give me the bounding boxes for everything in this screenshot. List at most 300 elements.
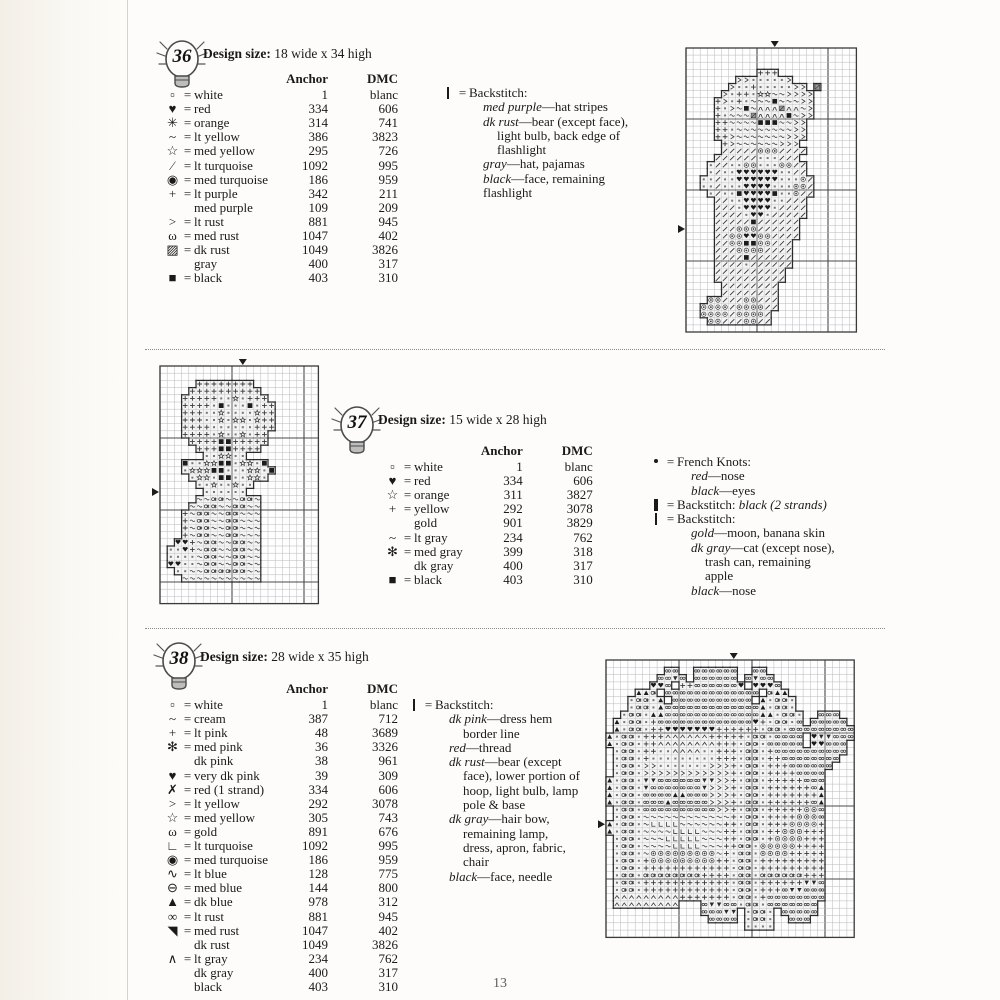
section-badge-number: 36: [172, 46, 192, 67]
note-color: dk pink: [449, 711, 487, 727]
notes-36: [440, 86, 655, 200]
note-color: red: [449, 739, 466, 755]
legend-anchor: 891: [308, 823, 329, 839]
legend-equals: [181, 257, 194, 271]
legend-equals: =: [183, 270, 192, 286]
note-text: Backstitch:: [469, 85, 528, 100]
legend-row: ▫ = white 1 blanc: [164, 698, 398, 712]
legend-dmc: 3689: [372, 725, 399, 741]
legend-anchor: 38: [315, 753, 329, 769]
legend-dmc: 3078: [372, 795, 399, 811]
legend-symbol: ▫: [170, 697, 175, 713]
legend-header-row: [164, 72, 398, 88]
backstitch-bar-icon: [406, 698, 422, 712]
design-size-label: Design size:: [203, 46, 271, 61]
note-detail: black (2 strands): [738, 496, 827, 512]
note-text: —bear (except: [484, 754, 562, 770]
note-row: [406, 812, 596, 826]
legend-row: + = lt pink 48 3689: [164, 726, 398, 740]
legend-equals: =: [183, 242, 192, 258]
legend-dmc: 945: [378, 213, 399, 229]
legend-color-name: white: [194, 697, 223, 713]
legend-dmc: 402: [378, 228, 399, 244]
legend-symbol: [384, 559, 401, 573]
legend-color-name: red: [194, 101, 211, 117]
chart-38: [598, 652, 860, 943]
note-row: [406, 769, 596, 783]
legend-equals: =: [183, 101, 192, 117]
legend-symbol: >: [168, 213, 177, 229]
legend-dmc: 310: [378, 978, 399, 994]
note-row: [406, 870, 596, 884]
legend-symbol: ∟: [166, 838, 179, 854]
legend-header-row: [164, 682, 398, 698]
legend-table: [164, 72, 398, 285]
legend-color-name: red: [414, 473, 431, 489]
note-row: [440, 157, 655, 171]
legend-equals: =: [183, 129, 192, 145]
legend-anchor: 1092: [302, 838, 329, 854]
legend-anchor: 1049: [302, 242, 329, 258]
notes-37: [648, 455, 878, 598]
note-text: —nose: [719, 582, 756, 598]
legend-dmc: 726: [378, 143, 399, 159]
legend-equals: =: [183, 87, 192, 103]
note-row: [406, 841, 596, 855]
legend-anchor: 400: [308, 256, 329, 272]
legend-color-name: med turquoise: [194, 171, 269, 187]
section-badge-number: 38: [169, 648, 189, 669]
legend-color-name: med rust: [194, 228, 240, 244]
note-row: = Backstitch:: [406, 698, 596, 712]
note-color: black: [691, 582, 720, 598]
legend-header-dmc: DMC: [366, 71, 399, 86]
notes-38: [406, 698, 596, 884]
legend-row: ✻ = med gray 399 318: [384, 545, 593, 559]
note-color: black: [483, 170, 512, 186]
legend-row: ∟ = lt turquoise 1092 995: [164, 839, 398, 853]
legend-dmc: 317: [378, 256, 399, 272]
note-color: gray: [483, 156, 507, 172]
legend-header-anchor: Anchor: [480, 443, 523, 458]
note-text: Backstitch:: [435, 697, 494, 712]
legend-color-name: med purple: [194, 199, 253, 215]
legend-dmc: 762: [573, 529, 593, 545]
legend-color-name: med pink: [194, 739, 243, 755]
legend-symbol: ∞: [167, 908, 178, 924]
note-text: —cat (except nose),: [730, 539, 835, 555]
legend-dmc: 606: [573, 473, 593, 489]
legend-dmc: 3826: [372, 242, 399, 258]
legend-equals: =: [183, 157, 192, 173]
note-row: [406, 798, 596, 812]
legend-color-name: black: [414, 571, 443, 587]
note-row: [440, 172, 655, 201]
note-row: [440, 143, 655, 157]
legend-anchor: 48: [315, 725, 329, 741]
legend-symbol: [164, 201, 181, 215]
legend-row: [164, 201, 398, 215]
legend-color-name: lt gray: [414, 529, 448, 545]
legend-anchor: 295: [308, 143, 329, 159]
design-size-36: [203, 46, 372, 62]
legend-dmc: 3823: [372, 129, 399, 145]
legend-anchor: 305: [308, 809, 329, 825]
legend-symbol: >: [168, 795, 177, 811]
note-text: face), lower portion of: [463, 768, 580, 784]
note-text: —face, needle: [477, 868, 553, 884]
legend-symbol: ◉: [166, 171, 179, 187]
legend-symbol: ✳: [167, 115, 178, 131]
legend-symbol: ▫: [390, 459, 395, 475]
legend-color-name: very dk pink: [194, 767, 260, 783]
legend-color-name: white: [414, 459, 443, 475]
legend-dmc: 775: [378, 866, 399, 882]
section-36: [0, 0, 1000, 345]
legend-dmc: 995: [378, 157, 399, 173]
cross-stitch-chart-37: [152, 358, 324, 610]
legend-anchor: 1: [321, 697, 329, 713]
legend-anchor: 399: [503, 543, 523, 559]
legend-row: ∿ = lt blue 128 775: [164, 867, 398, 881]
legend-anchor: 292: [503, 501, 523, 517]
note-row: [406, 827, 596, 841]
legend-symbol: ∧: [167, 950, 178, 966]
note-text: flashlight: [497, 142, 547, 158]
legend-row: [164, 187, 398, 201]
legend-anchor: 978: [308, 894, 329, 910]
legend-dmc: blanc: [564, 459, 593, 475]
legend-dmc: blanc: [369, 87, 399, 103]
legend-dmc: blanc: [369, 697, 399, 713]
legend-row: [164, 116, 398, 130]
design-size-value: 28 wide x 35 high: [271, 649, 369, 664]
legend-38: [164, 682, 398, 994]
legend-symbol: ω: [168, 228, 177, 244]
note-color: black: [691, 482, 720, 498]
legend-header-row: [384, 444, 593, 460]
legend-anchor: 400: [308, 964, 329, 980]
legend-anchor: 403: [308, 270, 329, 286]
legend-row: ~ = cream 387 712: [164, 712, 398, 726]
legend-dmc: 3326: [372, 739, 399, 755]
legend-color-name: gold: [194, 823, 218, 839]
note-row: [648, 541, 878, 555]
cross-stitch-chart-36: [678, 40, 862, 338]
legend-color-name: dk rust: [194, 936, 230, 952]
legend-dmc: 3829: [566, 515, 593, 531]
legend-color-name: lt rust: [194, 908, 224, 924]
legend-color-name: cream: [194, 711, 226, 727]
note-row: [406, 855, 596, 869]
legend-anchor: 36: [315, 739, 329, 755]
legend-row: ⊖ = med blue 144 800: [164, 881, 398, 895]
legend-dmc: 945: [378, 908, 399, 924]
legend-table: [164, 682, 398, 994]
note-row: = Backstitch:: [648, 512, 878, 526]
note-row: [440, 129, 655, 143]
legend-symbol: +: [168, 725, 177, 741]
legend-anchor: 403: [503, 571, 523, 587]
note-color: dk rust: [483, 113, 519, 129]
legend-dmc: 959: [378, 171, 399, 187]
legend-color-name: med gray: [414, 543, 463, 559]
legend-dmc: 211: [378, 185, 399, 201]
legend-anchor: 186: [308, 852, 329, 868]
legend-row: [164, 215, 398, 229]
note-row: = French Knots:: [648, 455, 878, 469]
note-text: French Knots:: [677, 454, 752, 469]
legend-row: ♥ = very dk pink 39 309: [164, 769, 398, 783]
legend-row: [164, 173, 398, 187]
legend-equals: [181, 201, 194, 215]
legend-color-name: lt rust: [194, 213, 224, 229]
legend-anchor: 311: [503, 487, 523, 503]
legend-anchor: 400: [503, 557, 523, 573]
legend-row: [164, 271, 398, 285]
note-row: = Backstitch: black (2 strands): [648, 498, 878, 512]
legend-dmc: 310: [378, 270, 399, 286]
legend-dmc: 209: [378, 199, 399, 215]
legend-color-name: dk blue: [194, 894, 233, 910]
legend-anchor: 342: [308, 185, 329, 201]
legend-dmc: 402: [378, 922, 399, 938]
legend-anchor: 334: [308, 101, 329, 117]
note-row: [648, 469, 878, 483]
legend-dmc: 959: [378, 852, 399, 868]
legend-row: ω = gold 891 676: [164, 825, 398, 839]
legend-row: ☆ = med yellow 305 743: [164, 811, 398, 825]
legend-symbol: ☆: [386, 487, 399, 503]
note-row: [648, 569, 878, 583]
note-text: —hair bow,: [488, 811, 550, 827]
legend-row: ~ = lt gray 234 762: [384, 531, 593, 545]
legend-color-name: black: [194, 270, 223, 286]
legend-symbol: [384, 516, 401, 530]
legend-header-dmc: DMC: [366, 681, 399, 696]
note-text: dress, apron, fabric,: [463, 839, 566, 855]
design-size-value: 15 wide x 28 high: [449, 412, 547, 427]
legend-dmc: 317: [573, 557, 593, 573]
legend-color-name: yellow: [414, 501, 450, 517]
legend-row: ♥ = red 334 606: [384, 474, 593, 488]
note-text: hoop, light bulb, lamp: [463, 782, 579, 798]
legend-37: [384, 444, 593, 587]
legend-color-name: black: [194, 978, 223, 994]
note-text: —hat, pajamas: [506, 156, 585, 172]
legend-row: ◥ = med rust 1047 402: [164, 924, 398, 938]
legend-anchor: 314: [308, 115, 329, 131]
legend-symbol: ♥: [168, 767, 177, 783]
legend-equals: =: [183, 185, 192, 201]
legend-symbol: ⁄: [171, 157, 174, 173]
legend-anchor: 334: [503, 473, 523, 489]
note-row: [406, 741, 596, 755]
design-size-37: [378, 412, 547, 428]
legend-color-name: dk gray: [414, 557, 454, 573]
bulb-badge-37: [330, 402, 384, 464]
legend-row: > = lt yellow 292 3078: [164, 797, 398, 811]
legend-equals: =: [183, 115, 192, 131]
legend-row: [384, 516, 593, 530]
legend-symbol: ▫: [170, 87, 175, 103]
legend-anchor: 334: [308, 781, 329, 797]
legend-symbol: ~: [168, 129, 177, 145]
note-color: dk gray: [449, 811, 489, 827]
note-text: Backstitch:: [677, 511, 736, 527]
legend-row: [164, 159, 398, 173]
legend-color-name: gray: [194, 256, 218, 272]
legend-anchor: 234: [308, 950, 329, 966]
note-row: [648, 584, 878, 598]
legend-row: ☆ = orange 311 3827: [384, 488, 593, 502]
legend-row: ◉ = med turquoise 186 959: [164, 853, 398, 867]
backstitch-bar-icon: [440, 86, 456, 100]
legend-anchor: 234: [503, 529, 523, 545]
legend-color-name: lt turquoise: [194, 838, 253, 854]
legend-color-name: med yellow: [194, 809, 256, 825]
legend-anchor: 387: [308, 711, 329, 727]
legend-dmc: 309: [378, 767, 399, 783]
legend-color-name: med rust: [194, 922, 240, 938]
legend-color-name: lt turquoise: [194, 157, 253, 173]
legend-table: [384, 444, 593, 587]
section-badge-number: 37: [347, 412, 367, 433]
legend-color-name: dk rust: [194, 242, 230, 258]
legend-header-dmc: DMC: [561, 443, 593, 458]
legend-header-anchor: Anchor: [286, 71, 329, 86]
legend-color-name: dk gray: [194, 964, 234, 980]
legend-symbol: [164, 754, 181, 768]
legend-color-name: lt blue: [194, 866, 227, 882]
legend-color-name: lt yellow: [194, 795, 240, 811]
legend-symbol: ω: [168, 823, 177, 839]
legend-dmc: 3827: [566, 487, 593, 503]
legend-anchor: 39: [315, 767, 329, 783]
legend-color-name: lt yellow: [194, 129, 240, 145]
note-color: black: [449, 868, 478, 884]
legend-symbol: ⊖: [167, 880, 178, 896]
legend-anchor: 403: [308, 978, 329, 994]
legend-dmc: 310: [573, 571, 593, 587]
legend-symbol: ✻: [387, 543, 398, 559]
legend-symbol: +: [168, 185, 177, 201]
legend-dmc: 762: [378, 950, 399, 966]
legend-anchor: 128: [308, 866, 329, 882]
legend-symbol: ✻: [167, 739, 178, 755]
legend-row: [164, 229, 398, 243]
note-text: trash can, remaining: [705, 554, 811, 570]
legend-symbol: ■: [388, 571, 397, 587]
note-text: pole & base: [463, 797, 526, 813]
legend-symbol: ~: [168, 711, 177, 727]
note-text: —moon, banana skin: [714, 525, 825, 541]
legend-dmc: 743: [378, 809, 399, 825]
legend-color-name: gold: [414, 515, 438, 531]
backstitch-bar-thick-icon: [648, 498, 664, 512]
legend-row: ∧ = lt gray 234 762: [164, 952, 398, 966]
legend-symbol: ♥: [388, 473, 397, 489]
legend-anchor: 901: [503, 515, 523, 531]
legend-anchor: 1: [321, 87, 329, 103]
note-row: [440, 100, 655, 114]
legend-dmc: 317: [378, 964, 399, 980]
legend-row: ■ = black 403 310: [384, 573, 593, 587]
note-text: —bear (except face),: [518, 113, 629, 129]
legend-symbol: +: [388, 501, 397, 517]
legend-row: ▲ = dk blue 978 312: [164, 895, 398, 909]
note-row: [648, 484, 878, 498]
legend-symbol: ◥: [167, 922, 178, 938]
legend-color-name: orange: [414, 487, 450, 503]
note-text: —dress hem: [486, 711, 553, 727]
legend-color-name: lt purple: [194, 185, 238, 201]
legend-row: [164, 257, 398, 271]
note-text: —face, remaining flashlight: [483, 170, 605, 201]
note-text: chair: [463, 854, 489, 870]
legend-dmc: 676: [378, 823, 399, 839]
note-row: [648, 526, 878, 540]
legend-symbol: ∿: [167, 866, 178, 882]
legend-row: ✗ = red (1 strand) 334 606: [164, 783, 398, 797]
note-text: apple: [705, 568, 734, 584]
legend-row: [164, 144, 398, 158]
legend-row: ▫ = white 1 blanc: [384, 460, 593, 474]
legend-dmc: 606: [378, 101, 399, 117]
legend-anchor: 292: [308, 795, 329, 811]
note-text: —nose: [707, 468, 745, 484]
note-text: —eyes: [719, 482, 756, 498]
legend-dmc: 741: [378, 115, 399, 131]
legend-anchor: 1049: [302, 936, 329, 952]
note-row: [406, 727, 596, 741]
legend-row: [164, 754, 398, 768]
legend-dmc: 712: [378, 711, 399, 727]
note-text: Backstitch:: [677, 496, 739, 512]
legend-symbol: ☆: [166, 143, 179, 159]
chart-37: [152, 358, 324, 610]
legend-dmc: 995: [378, 838, 399, 854]
legend-row: ∞ = lt rust 881 945: [164, 910, 398, 924]
note-color: dk gray: [691, 539, 731, 555]
note-text: border line: [463, 725, 520, 741]
legend-equals: =: [183, 228, 192, 244]
note-text: remaining lamp,: [463, 825, 549, 841]
legend-dmc: 800: [378, 880, 399, 896]
legend-row: [164, 243, 398, 257]
legend-symbol: [164, 257, 181, 271]
design-size-label: Design size:: [378, 412, 446, 427]
legend-equals: =: [183, 213, 192, 229]
legend-anchor: 186: [308, 171, 329, 187]
note-color: dk rust: [449, 754, 485, 770]
note-text: —hat stripes: [541, 99, 608, 115]
design-size-label: Design size:: [200, 649, 268, 664]
legend-equals: =: [183, 171, 192, 187]
french-knot-icon: [648, 455, 664, 469]
cross-stitch-chart-38: [598, 652, 860, 943]
note-row: = Backstitch:: [440, 86, 655, 100]
note-row: [440, 115, 655, 129]
section-separator-2: [145, 628, 885, 629]
legend-anchor: 386: [308, 129, 329, 145]
design-size-38: [200, 649, 369, 665]
legend-dmc: 606: [378, 781, 399, 797]
legend-anchor: 109: [308, 199, 329, 215]
legend-symbol: ▲: [166, 894, 179, 910]
note-row: [406, 712, 596, 726]
note-text: —thread: [465, 739, 512, 755]
